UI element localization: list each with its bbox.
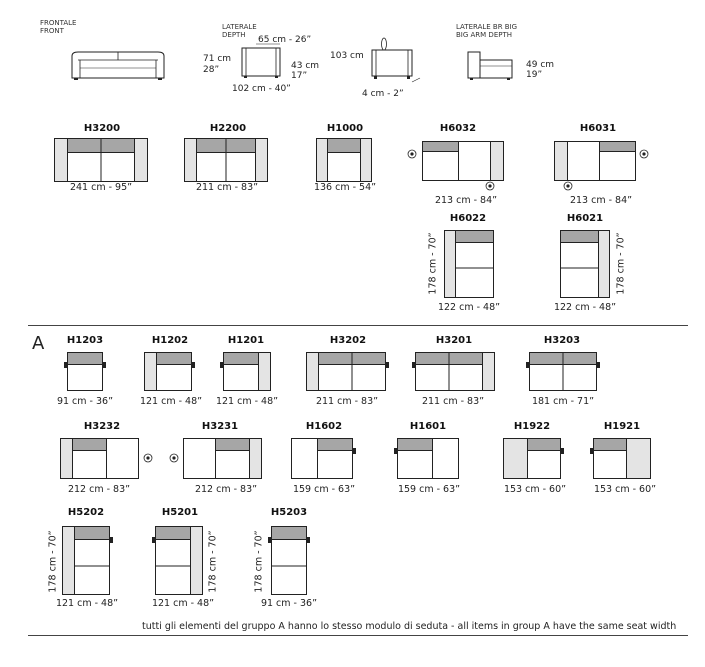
depth-dimension: 102 cm - 40” bbox=[232, 84, 291, 94]
module-code: H3231 bbox=[201, 421, 239, 432]
module-code: H3232 bbox=[83, 421, 121, 432]
module-plan-h3232 bbox=[60, 438, 156, 480]
module-size: 122 cm - 48” bbox=[437, 302, 501, 313]
module-depth: 178 cm - 70” bbox=[253, 530, 265, 593]
module-size: 122 cm - 48” bbox=[553, 302, 617, 313]
module-code: H6021 bbox=[566, 213, 604, 224]
back-height-drawing bbox=[368, 36, 428, 88]
module-plan-h6021 bbox=[560, 230, 610, 298]
module-size: 91 cm - 36” bbox=[260, 598, 318, 609]
height-cm-dimension: 71 cm bbox=[203, 54, 232, 64]
module-size: 241 cm - 95” bbox=[69, 182, 133, 193]
module-depth: 178 cm - 70” bbox=[427, 232, 439, 295]
module-size: 91 cm - 36” bbox=[56, 396, 114, 407]
module-size: 213 cm - 84” bbox=[569, 195, 633, 206]
seat-height-in-dimension: 17” bbox=[291, 71, 308, 81]
module-code: H6022 bbox=[449, 213, 487, 224]
bottom-divider bbox=[28, 635, 688, 636]
module-plan-h1000 bbox=[316, 138, 372, 182]
module-plan-h1922 bbox=[503, 438, 565, 480]
module-size: 121 cm - 48” bbox=[215, 396, 279, 407]
module-size: 211 cm - 83” bbox=[195, 182, 259, 193]
module-plan-h1601 bbox=[394, 438, 460, 480]
module-plan-h5202 bbox=[62, 526, 114, 596]
module-plan-h6031 bbox=[552, 138, 652, 194]
module-code: H1921 bbox=[603, 421, 641, 432]
module-plan-h1201 bbox=[220, 352, 272, 392]
module-size: 211 cm - 83” bbox=[421, 396, 485, 407]
seat-depth-dimension: 65 cm - 26” bbox=[258, 35, 312, 45]
module-plan-h6022 bbox=[444, 230, 494, 298]
module-code: H1202 bbox=[151, 335, 189, 346]
group-a-label: A bbox=[32, 333, 45, 354]
module-depth: 178 cm - 70” bbox=[47, 530, 59, 593]
module-plan-h3201 bbox=[412, 352, 496, 392]
module-size: 153 cm - 60” bbox=[593, 484, 657, 495]
module-code: H1922 bbox=[513, 421, 551, 432]
module-plan-h6032 bbox=[406, 138, 506, 194]
module-plan-h1602 bbox=[291, 438, 357, 480]
module-code: H5202 bbox=[67, 507, 105, 518]
module-code: H6032 bbox=[439, 123, 477, 134]
back-height-dimension: 103 cm bbox=[330, 51, 364, 61]
module-plan-h1202 bbox=[144, 352, 196, 392]
module-size: 211 cm - 83” bbox=[315, 396, 379, 407]
module-size: 153 cm - 60” bbox=[503, 484, 567, 495]
module-code: H2200 bbox=[209, 123, 247, 134]
section-divider bbox=[28, 325, 688, 326]
module-size: 121 cm - 48” bbox=[139, 396, 203, 407]
module-depth: 178 cm - 70” bbox=[615, 232, 627, 295]
arm-height-cm-dimension: 49 cm bbox=[526, 60, 555, 70]
module-size: 212 cm - 83” bbox=[67, 484, 131, 495]
group-a-note: tutti gli elementi del gruppo A hanno lo stesso modulo di seduta - all items in group A have the same seat width bbox=[142, 621, 677, 632]
side-view-label: LATERALE DEPTH bbox=[222, 23, 257, 39]
side-depth-drawing bbox=[236, 44, 286, 82]
module-size: 159 cm - 63” bbox=[397, 484, 461, 495]
module-plan-h2200 bbox=[184, 138, 268, 182]
module-plan-h1203 bbox=[64, 352, 106, 392]
arm-height-in-dimension: 19” bbox=[526, 70, 543, 80]
module-code: H3200 bbox=[83, 123, 121, 134]
module-plan-h5201 bbox=[152, 526, 204, 596]
module-code: H3201 bbox=[435, 335, 473, 346]
height-in-dimension: 28” bbox=[203, 65, 220, 75]
module-code: H1602 bbox=[305, 421, 343, 432]
foot-dimension: 4 cm - 2” bbox=[362, 89, 404, 99]
module-size: 213 cm - 84” bbox=[434, 195, 498, 206]
module-size: 121 cm - 48” bbox=[55, 598, 119, 609]
module-plan-h1921 bbox=[590, 438, 652, 480]
module-plan-h3203 bbox=[526, 352, 600, 392]
module-code: H5203 bbox=[270, 507, 308, 518]
module-size: 136 cm - 54” bbox=[313, 182, 377, 193]
module-plan-h3231 bbox=[166, 438, 266, 480]
module-size: 121 cm - 48” bbox=[151, 598, 215, 609]
seat-height-cm-dimension: 43 cm bbox=[291, 61, 320, 71]
front-sofa-drawing bbox=[68, 50, 168, 82]
module-depth: 178 cm - 70” bbox=[207, 530, 219, 593]
module-code: H1201 bbox=[227, 335, 265, 346]
module-code: H1601 bbox=[409, 421, 447, 432]
module-code: H3202 bbox=[329, 335, 367, 346]
module-size: 159 cm - 63” bbox=[292, 484, 356, 495]
module-code: H3203 bbox=[543, 335, 581, 346]
module-size: 212 cm - 83” bbox=[194, 484, 258, 495]
big-arm-drawing bbox=[464, 50, 518, 82]
big-arm-view-label: LATERALE BR BIG BIG ARM DEPTH bbox=[456, 23, 518, 39]
module-code: H6031 bbox=[579, 123, 617, 134]
front-view-label: FRONTALE FRONT bbox=[40, 19, 77, 35]
module-plan-h5203 bbox=[268, 526, 310, 596]
module-plan-h3202 bbox=[306, 352, 390, 392]
module-code: H1000 bbox=[326, 123, 364, 134]
module-plan-h3200 bbox=[54, 138, 148, 182]
module-size: 181 cm - 71” bbox=[531, 396, 595, 407]
module-code: H5201 bbox=[161, 507, 199, 518]
module-code: H1203 bbox=[66, 335, 104, 346]
